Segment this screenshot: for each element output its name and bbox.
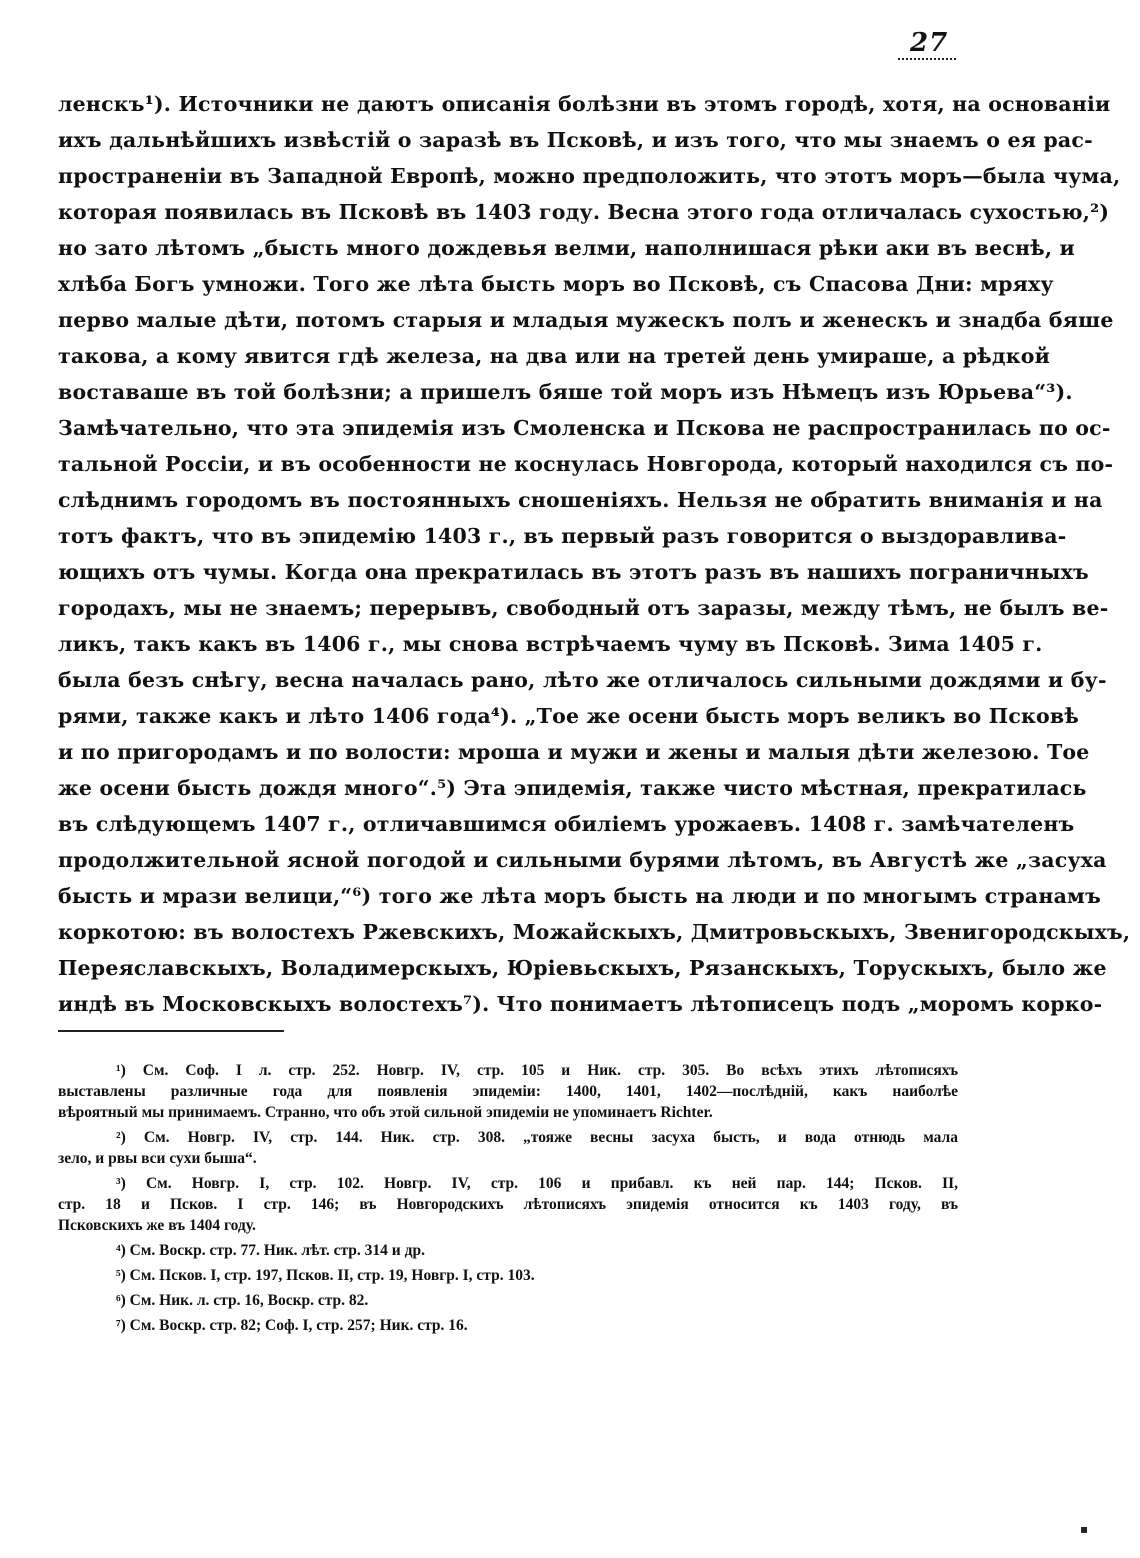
- body-line: же осени бысть дождя много“.⁵) Эта эпидемія, также чисто мѣстная, прекратилась: [58, 776, 1087, 800]
- body-line: ликъ, такъ какъ въ 1406 г., мы снова встрѣчаемъ чуму въ Псковѣ. Зима 1405 г.: [58, 632, 1043, 656]
- page-number: 27: [910, 28, 949, 58]
- body-line: Замѣчательно, что эта эпидемія изъ Смоленска и Пскова не распространилась по ос-: [58, 416, 1111, 440]
- body-line: ленскъ¹). Источники не даютъ описанія болѣзни въ этомъ городѣ, хотя, на основаніи: [58, 92, 1111, 116]
- footnote-line: ⁵) См. Псков. I, стр. 197, Псков. II, стр. 19, Новгр. I, стр. 103.: [116, 1267, 535, 1284]
- body-line: коркотою: въ волостехъ Ржевскихъ, Можайскыхъ, Дмитровьскыхъ, Звенигородскыхъ,: [58, 920, 1131, 944]
- footnote-4: [58, 1240, 958, 1261]
- body-line: хлѣба Богъ умножи. Того же лѣта бысть моръ во Псковѣ, съ Спасова Дни: мряху: [58, 272, 1054, 296]
- footnote-line: выставлены различные года для появленія эпидеміи: 1400, 1401, 1402—послѣдній, какъ наиболѣе: [58, 1083, 958, 1100]
- footnote-6: [58, 1290, 958, 1311]
- page-number-underline: [898, 58, 956, 60]
- body-line: бысть и мрази велици,“⁶) того же лѣта моръ бысть на люди и по многымъ странамъ: [58, 884, 1101, 908]
- footnote-line: ⁶) См. Ник. л. стр. 16, Воскр. стр. 82.: [116, 1292, 369, 1309]
- footnote-1: [58, 1060, 958, 1123]
- footnote-line: ⁴) См. Воскр. стр. 77. Ник. лѣт. стр. 314 и др.: [116, 1242, 425, 1259]
- body-line: Переяславскыхъ, Воладимерскыхъ, Юріевьскыхъ, Рязанскыхъ, Торускыхъ, было же: [58, 956, 1107, 980]
- body-line: въ слѣдующемъ 1407 г., отличавшимся обиліемъ урожаевъ. 1408 г. замѣчателенъ: [58, 812, 1075, 836]
- body-line: ющихъ отъ чумы. Когда она прекратилась въ этотъ разъ въ нашихъ пограничныхъ: [58, 560, 1089, 584]
- body-line: была безъ снѣгу, весна началась рано, лѣто же отличалось сильными дождями и бу-: [58, 668, 1107, 692]
- footnote-7: [58, 1315, 958, 1336]
- body-line: слѣднимъ городомъ въ постоянныхъ сношеніяхъ. Нельзя не обратить вниманія и на: [58, 488, 1103, 512]
- footnote-line: стр. 18 и Псков. I стр. 146; въ Новгородскихъ лѣтописяхъ эпидемія относится къ 1403 году, въ: [58, 1196, 958, 1213]
- body-line: но зато лѣтомъ „бысть много дождевья велми, наполнишася рѣки аки въ веснѣ, и: [58, 236, 1075, 260]
- footnote-line: ³) См. Новгр. I, стр. 102. Новгр. IV, стр. 106 и прибавл. къ ней пар. 144; Псков. II,: [116, 1175, 958, 1192]
- footnotes: [58, 1060, 958, 1340]
- footnote-line: ⁷) См. Воскр. стр. 82; Соф. I, стр. 257; Ник. стр. 16.: [116, 1317, 468, 1334]
- footnote-5: [58, 1265, 958, 1286]
- footnote-line: Псковскихъ же въ 1404 году.: [58, 1217, 256, 1234]
- body-line: пространеніи въ Западной Европѣ, можно предположить, что этотъ моръ—была чума,: [58, 164, 1121, 188]
- body-line: которая появилась въ Псковѣ въ 1403 году. Весна этого года отличалась сухостью,²): [58, 200, 1110, 224]
- footnote-2: [58, 1127, 958, 1169]
- body-line: городахъ, мы не знаемъ; перерывъ, свободный отъ заразы, между тѣмъ, не былъ ве-: [58, 596, 1109, 620]
- footnote-line: зело, и рвы вси сухи быша“.: [58, 1150, 257, 1167]
- footnote-line: вѣроятный мы принимаемъ. Странно, что объ этой сильной эпидеміи не упоминаетъ Richter.: [58, 1104, 713, 1121]
- body-line: такова, а кому явится гдѣ железа, на два или на третей день умираше, а рѣдкой: [58, 344, 1051, 368]
- body-line: индѣ въ Московскыхъ волостехъ⁷). Что понимаетъ лѣтописецъ подъ „моромъ корко-: [58, 992, 1103, 1016]
- body-line: перво малые дѣти, потомъ старыя и младыя мужескъ полъ и женескъ и знадба бяше: [58, 308, 1114, 332]
- body-line: рями, также какъ и лѣто 1406 года⁴). „Тое же осени бысть моръ великъ во Псковѣ: [58, 704, 1079, 728]
- footnote-line: ¹) См. Соф. I л. стр. 252. Новгр. IV, стр. 105 и Ник. стр. 305. Во всѣхъ этихъ лѣтописяхъ: [116, 1062, 958, 1079]
- body-text: [58, 86, 1131, 1022]
- body-line: тальной Россіи, и въ особенности не коснулась Новгорода, который находился съ по-: [58, 452, 1114, 476]
- body-line: продолжительной ясной погодой и сильными бурями лѣтомъ, въ Августѣ же „засуха: [58, 848, 1107, 872]
- body-line: воставаше въ той болѣзни; а пришелъ бяше той моръ изъ Нѣмецъ изъ Юрьева“³).: [58, 380, 1073, 404]
- footnote-divider: [58, 1030, 284, 1032]
- body-line: и по пригородамъ и по волости: мроша и мужи и жены и малыя дѣти железою. Тое: [58, 740, 1090, 764]
- body-line: тотъ фактъ, что въ эпидемію 1403 г., въ первый разъ говорится о выздоравлива-: [58, 524, 1067, 548]
- body-line: ихъ дальнѣйшихъ извѣстій о заразѣ въ Псковѣ, и изъ того, что мы знаемъ о ея рас-: [58, 128, 1093, 152]
- footnote-3: [58, 1173, 958, 1236]
- footnote-line: ²) См. Новгр. IV, стр. 144. Ник. стр. 308. „тояже весны засуха бысть, и вода отнюдь мала: [116, 1129, 958, 1146]
- scan-mark-icon: ▪: [1080, 1522, 1089, 1536]
